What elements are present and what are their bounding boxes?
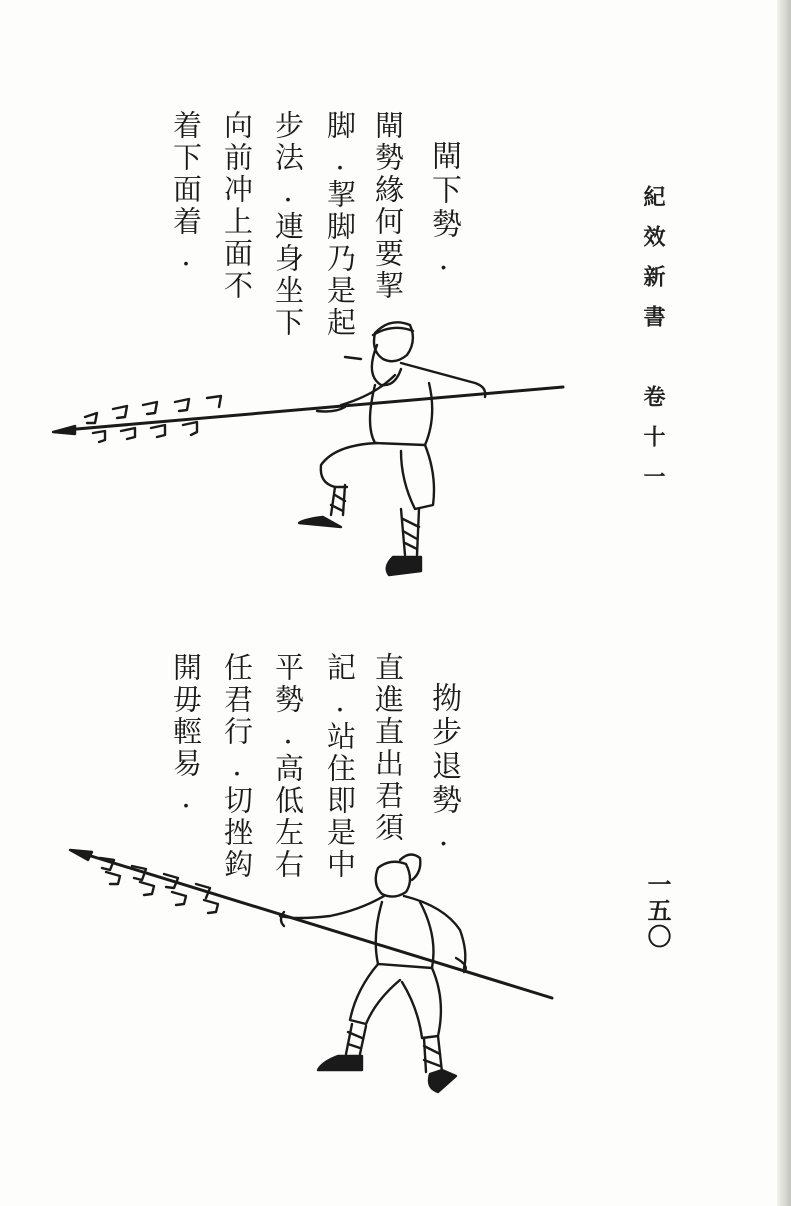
verse-line: 任君行.切挫鈎 bbox=[220, 652, 254, 881]
verse-line: 着下面着. bbox=[169, 110, 203, 275]
verse-line: 閘勢緣何要挈 bbox=[371, 110, 405, 302]
verse-line: 平勢.高低左右 bbox=[271, 652, 305, 881]
running-header: 紀效新書 卷十一 bbox=[640, 185, 666, 505]
verse-line: 步法.連身坐下 bbox=[271, 110, 305, 339]
verse-line: 脚.挈脚乃是起 bbox=[323, 110, 357, 339]
verse-line: 直進直出君須 bbox=[371, 652, 405, 844]
page-gutter bbox=[777, 0, 791, 1206]
illustration-ao-bu-tui-shi bbox=[60, 840, 570, 1100]
section-title: 拗步退勢. bbox=[426, 682, 461, 857]
illustration-zha-xia-shi bbox=[45, 305, 585, 595]
verse-line: 記.站住即是中 bbox=[323, 652, 357, 881]
section-title: 閘下勢. bbox=[426, 140, 461, 281]
page-number: 一五〇 bbox=[643, 872, 672, 950]
verse-line: 向前冲上面不 bbox=[220, 110, 254, 302]
verse-line: 開毋輕易. bbox=[169, 652, 203, 817]
